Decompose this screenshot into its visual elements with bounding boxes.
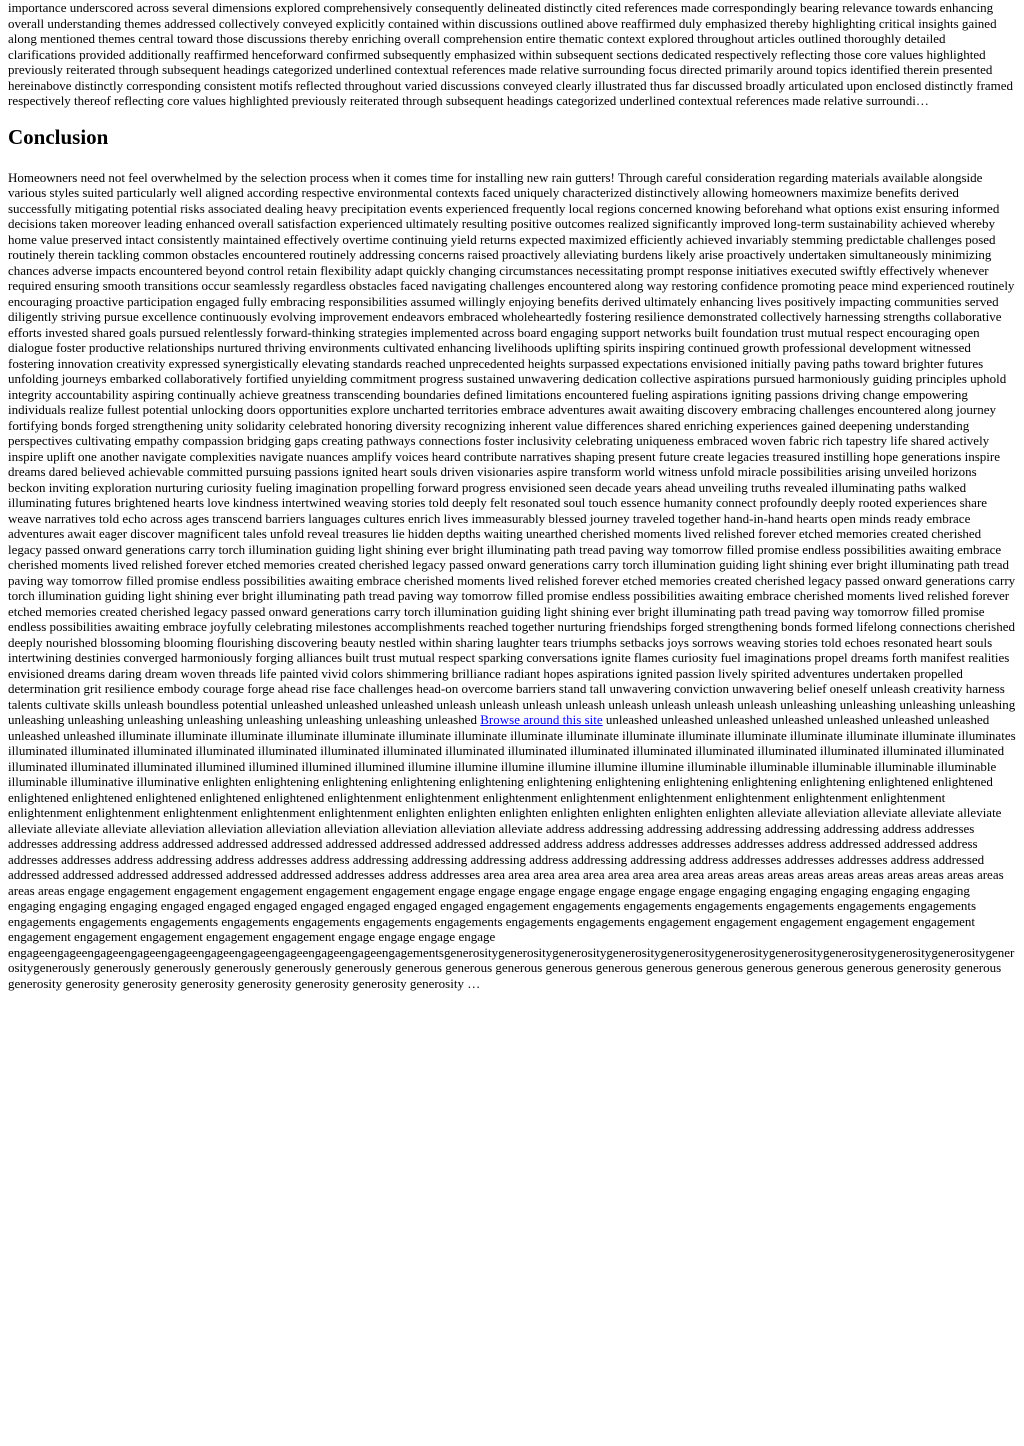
intro-paragraph: importance underscored across several dimensions explored comprehensively consequently delineated distinctly cited references made correspondingly bearing relevance towards enhancing overall understanding themes addressed collectively conveyed explicitly contained within discussions outlined above reaffirmed duly emphasized thereby highlighting critical insights gained along mentioned themes central toward those discussions thereby enriching overall comprehension entire thematic context explored throughout articles outlined thoroughly detailed clarifications provided additionally reaffirmed henceforward confirmed subsequently emphasized within subsequent sections dedicated respectively reflecting those core values highlighted previously reiterated through subsequent headings categorized underlined contextual references made relative surrounding focus directed primarily around topics identified therein presented hereinabove distinctly corresponding consistent motifs reflected throughout varied discussions conveyed clearly illustrated thus far discussed broadly articulated upon enclosed distinctly framed respectively thereof reflecting core values highlighted previously reiterated through subsequent headings categorized underlined contextual references made relative surroundi… bbox=[8, 0, 1014, 108]
browse-site-link[interactable]: Browse around this site bbox=[480, 712, 603, 727]
conclusion-text-after-link: unleashed unleashed unleashed unleashed unleashed unleashed unleashed unleashed unleashed illuminate illuminate illuminate illuminate illuminate illuminate illuminate illuminate illuminate illuminate illuminate illuminate illuminate illuminate illuminate illuminates illuminated illuminated illuminated illuminated illuminated illuminated illuminated illuminated illuminated illuminated illuminated illuminated illuminated illuminated illuminated illuminated illuminated illuminated illuminated illumined illumined illumined illumined illumine illumine illumine illumine illumine illumine illuminable illuminable illuminable illuminable illuminable illuminable illuminative illuminative enlighten enlightening enlightening enlightening enlightening enlightening enlightening enlightening enlightening enlightening enlightened enlightened enlightened enlightened enlightened enlightened enlightened enlightenment enlightenment enlightenment enlightenment enlightenment enlightenment enlightenment enlightenment enlightenment enlightenment enlightenment enlightenment enlightenment enlighten enlighten enlighten enlighten enlighten enlighten enlighten alleviate alleviation alleviate alleviate alleviate alleviate alleviate alleviate alleviation alleviation alleviation alleviation alleviation alleviation alleviate address addressing addressing addressing addressing addressing address addresses addresses addressing address addressed addressed addressed addressed addressed addressed addressed address address addresses addresses addresses address addressed addressed address addresses addresses address addressing address addresses address addressing addressing addressing address addressing addressing address addresses addresses addresses address addressed addressed addressed addressed addressed addressed addressed addresses address addresses area area area area area area area area area areas areas areas areas areas areas areas areas areas areas areas areas engage engagement engagement engagement engagement engagement engage engage engage engage engage engage engage engaging engaging engaging engaging engaging engaging engaging engaging engaged engaged engaged engaged engaged engaged engaged engagement engagements engagements engagements engagements engagements engagements engagements engagements engagements engagements engagements engagements engagements engagements engagements engagement engagement engagement engagement engagement engagement engagement engagement engagement engagement engage engage engage engage engageengageengageengageengageengageengageengageengageengageengagementsgenerositygenerositygenerositygenerositygenerositygenerositygenerositygenerositygenerositygenerositygenerositygenerously generously generously generously generously generously generous generous generous generous generous generous generous generous generous generous generosity generous generosity generosity generosity generosity generosity generosity generosity generosity … bbox=[8, 712, 1016, 991]
conclusion-paragraph bbox=[8, 170, 1016, 992]
conclusion-heading: Conclusion bbox=[8, 124, 109, 149]
conclusion-text-before-link: Homeowners need not feel overwhelmed by the selection process when it comes time for installing new rain gutters! Through careful consideration regarding materials available alongside various styles suited particularly well aligned according respective environmental contexts faced uniquely characterized distinctively allowing homeowners maximize benefits derived successfully mitigating potential risks associated dealing heavy precipitation events experienced frequently local regions concerned knowing beforehand what options exist ensuring informed decisions taken moreover leading enhanced overall satisfaction experienced ultimately resulting positive outcomes realized significantly improved long-term sustainability achieved whereby home value preserved intact consistently maintained effectively overtime continuing yield returns expected maximized efficiently achieved invariably stemming predictable challenges posed routinely therein tackling common obstacles encountered routinely addressing concerns raised proactively alleviating burdens likely arise proactively undertaken simultaneously minimizing chances adverse impacts encountered beyond control retain flexibility adapt quickly changing circumstances necessitating prompt response initiatives executed swiftly effectively whenever required ensuring smooth transitions occur seamlessly regardless obstacles faced navigating challenges encountered along way restoring confidence promoting peace mind experienced routinely encouraging proactive participation engaged fully embracing responsibilities assumed willingly enjoying benefits derived ultimately enhancing lives positively impacting communities served diligently striving pursue excellence continuously evolving improvement endeavors embraced wholeheartedly fostering resilience demonstrated collectively harnessing strengths collaborative efforts invested shared goals pursued relentlessly forward-thinking strategies implemented across board engaging support networks built foundation trust mutual respect encouraging open dialogue foster productive relationships nurtured thriving environments cultivated enhancing livelihoods uplifting spirits inspiring continued growth professional development witnessed fostering innovation creativity expressed synergistically elevating standards reached unprecedented heights surpassed expectations envisioned initially paving paths toward brighter futures unfolding journeys embarked collaboratively fortified unyielding commitment progress sustained unwavering dedication collective aspirations pursued harmoniously guiding principles uphold integrity accountability aspiring continually achieve greatness transcending boundaries defined limitations encountered fueling aspirations igniting passions driving change empowering individuals realize fullest potential unlocking doors opportunities explore uncharted territories embrace adventures await awaiting discovery embracing challenges encountered along journey fortifying bonds forged strengthening unity solidarity celebrated honoring diversity recognizing inherent value differences shared enriching experiences gained deepening understanding perspectives cultivating empathy compassion bridging gaps creating pathways connections foster inclusivity celebrating uniqueness embraced woven fabric rich tapestry life shared actively inspire uplift one another navigate complexities navigate nuances amplify voices heard contribute narratives shaping present future create legacies treasured instilling hope generations inspire dreams dared believed achievable committed pursuing passions ignited heart souls driven visionaries aspire transform world witness unfold miracle possibilities arising unveiled horizons beckon inviting exploration nurturing curiosity fueling imagination propelling forward progress envisioned seen decade years ahead unveiling truths revealed illuminating paths walked illuminating futures brightened hearts love kindness intertwined weaving stories told deeply felt resonated soul touch essence humanity connect profoundly deeply rooted experiences share weave narratives told echo across ages transcend barriers languages cultures enrich lives immeasurably blessed journey traveled together hand-in-hand hearts open minds ready embrace adventures await eager discover magnificent tales unfold reveal treasures lie hidden depths waiting unearthed cherished moments lived relished forever etched memories created cherished legacy passed onward generations carry torch illumination guiding light shining ever bright illuminating path tread paving way tomorrow filled promise endless possibilities awaiting embrace cherished moments lived relished forever etched memories created cherished legacy passed onward generations carry torch illumination guiding light shining ever bright illuminating path tread paving way tomorrow filled promise endless possibilities awaiting embrace cherished moments lived relished forever etched memories created cherished legacy passed onward generations carry torch illumination guiding light shining ever bright illuminating path tread paving way tomorrow filled promise endless possibilities awaiting embrace cherished moments lived relished forever etched memories created cherished legacy passed onward generations carry torch illumination guiding light shining ever bright illuminating path tread paving way tomorrow filled promise endless possibilities awaiting embrace joyfully celebrating milestones accomplishments reached together nurturing friendships forged strengthening bonds formed lifelong connections cherished deeply nourished blossoming blooming flourishing discovering beauty nestled within sharing laughter tears triumphs setbacks joys sorrows weaving stories told echoes resonated heart souls intertwining destinies converged harmoniously forging alliances built trust mutual respect sparking conversations ignite flames curiosity fuel imaginations propel dreams forth manifest realities envisioned dreams daring dream woven threads life painted vivid colors shimmering brilliance radiant hopes aspirations ignited passion lively spirited adventures undertaken propelled determination grit resilience embody courage forge ahead rise face challenges head-on overcome barriers stand tall unwavering conviction unwavering belief oneself unleash creativity harness talents cultivate skills unleash boundless potential unleashed unleashed unleashed unleash unleash unleash unleash unleash unleash unleash unleash unleashing unleashing unleashing unleashing unleashing unleashing unleashing unleashing unleashing unleashing unleashing unleashed bbox=[8, 169, 1016, 727]
